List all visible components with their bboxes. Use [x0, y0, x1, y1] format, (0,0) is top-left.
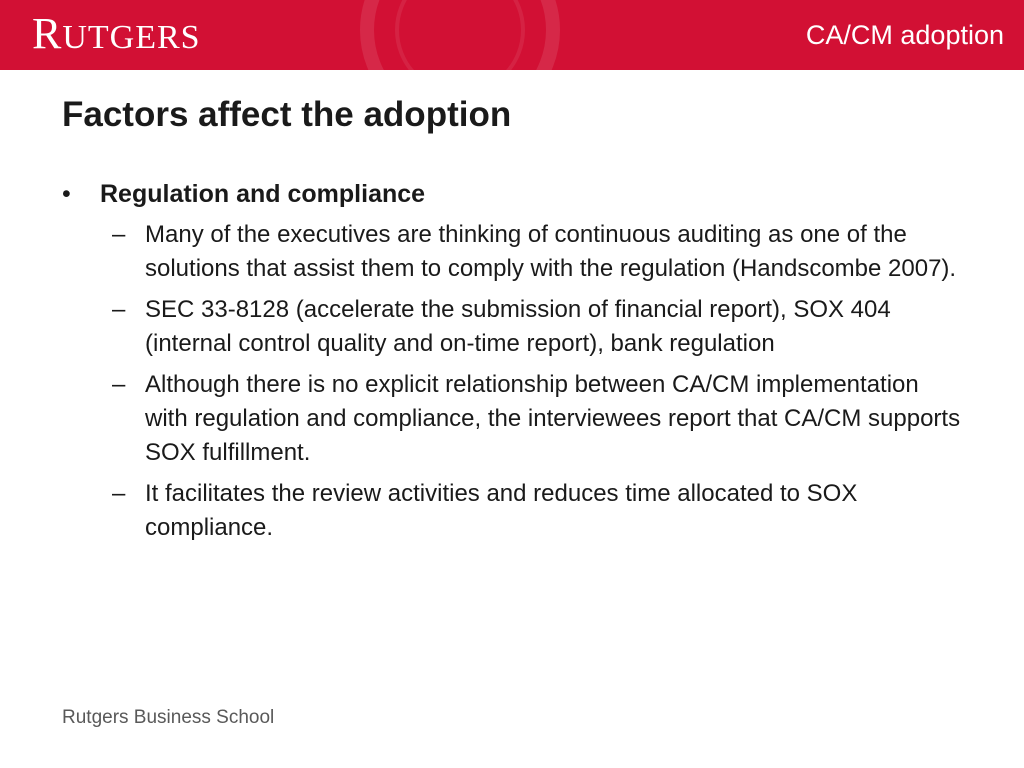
header-band — [0, 0, 1024, 70]
page-title: Factors affect the adoption — [62, 95, 512, 134]
bullet-label: Regulation and compliance — [100, 180, 426, 208]
sub-bullet-dash: – — [112, 221, 126, 248]
sub-bullet-item — [62, 477, 962, 545]
logo-rest: UTGERS — [62, 19, 201, 56]
bullet-dot: • — [62, 180, 71, 208]
logo-initial: R — [32, 9, 63, 58]
sub-bullet-item — [62, 368, 962, 470]
footer-text: Rutgers Business School — [62, 707, 275, 728]
sub-bullet-text: SEC 33-8128 (accelerate the submission of financial report), SOX 404 (internal control quality and on-time report), bank regulation — [145, 296, 891, 357]
sub-bullet-dash: – — [112, 296, 126, 323]
sub-bullet-text: Although there is no explicit relationship between CA/CM implementation with regulation and compliance, the interviewees report that CA/CM supports SOX fulfillment. — [145, 371, 961, 466]
sub-bullet-item — [62, 293, 962, 361]
bullet-item — [62, 176, 962, 212]
sub-bullet-text: It facilitates the review activities and reduces time allocated to SOX compliance. — [145, 480, 858, 541]
sub-bullet-item — [62, 218, 962, 286]
header-title: CA/CM adoption — [805, 20, 1004, 50]
seal-watermark-inner — [395, 0, 525, 70]
sub-bullet-list — [62, 218, 962, 545]
sub-bullet-dash: – — [112, 480, 126, 507]
sub-bullet-dash: – — [112, 371, 126, 398]
slide-content — [62, 176, 962, 552]
sub-bullet-text: Many of the executives are thinking of continuous auditing as one of the solutions that assist them to comply with the regulation (Handscombe 2007). — [145, 221, 957, 282]
rutgers-logo — [32, 9, 201, 60]
